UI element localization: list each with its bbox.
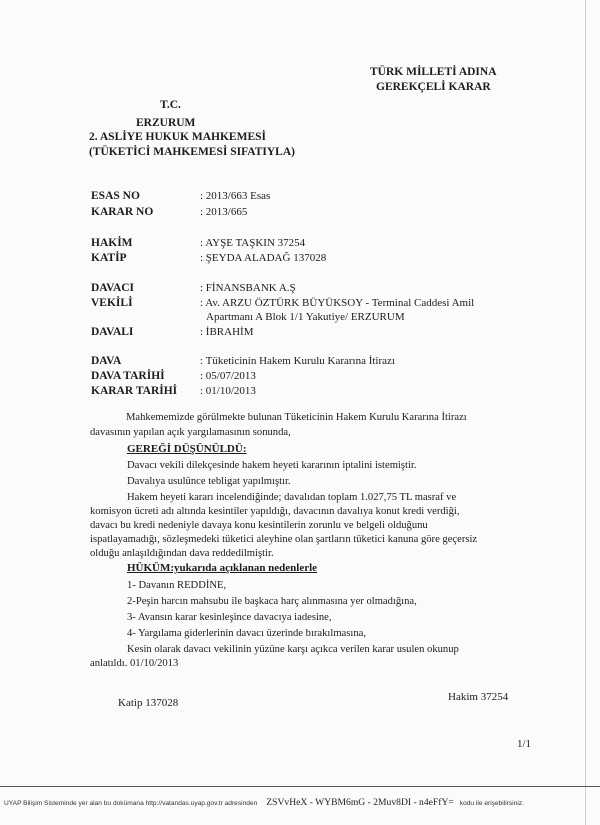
label-vekili: VEKİLİ	[91, 297, 133, 309]
hukum-item-3: 3- Avansın karar kesinleşince davacıya iadesine,	[127, 612, 332, 623]
label-davaci: DAVACI	[91, 282, 135, 294]
value-katip: : ŞEYDA ALADAĞ 137028	[200, 252, 327, 264]
footer-text: UYAP Bilişim Sisteminde yer alan bu dokümana http://vatandas.uyap.gov.tr adresinden	[4, 800, 258, 807]
value-hakim: : AYŞE TAŞKIN 37254	[200, 237, 306, 249]
closing-line-2: anlatıldı. 01/10/2013	[90, 658, 179, 669]
label-davali: DAVALI	[91, 326, 134, 338]
value-esas-no: : 2013/663 Esas	[200, 190, 271, 202]
scan-edge-line	[585, 0, 586, 825]
hukum-item-4: 4- Yargılama giderlerinin davacı üzerinde bırakılmasına,	[127, 628, 366, 639]
value-dava-tarihi: : 05/07/2013	[200, 370, 256, 382]
paragraph-3-line-5: olduğu anlaşıldığından dava reddedilmiştir.	[90, 548, 274, 559]
label-esas-no: ESAS NO	[91, 190, 140, 202]
value-karar-no: : 2013/665	[200, 206, 248, 218]
hukum-item-2: 2-Peşin harcın mahsubu ile başkaca harç alınmasına yer olmadığına,	[127, 596, 417, 607]
paragraph-2: Davalıya usulünce tebligat yapılmıştır.	[127, 476, 291, 487]
footer-suffix: kodu ile erişebilirsiniz.	[459, 800, 524, 807]
footer-rule	[0, 786, 600, 787]
value-davaci: : FİNANSBANK A.Ş	[200, 282, 296, 294]
nation-line: TÜRK MİLLETİ ADINA	[370, 66, 497, 78]
value-vekili-address: Apartmanı A Blok 1/1 Yakutiye/ ERZURUM	[206, 311, 405, 323]
label-karar-no: KARAR NO	[91, 206, 154, 218]
intro-line-1: Mahkememizde görülmekte bulunan Tüketicinin Hakem Kurulu Kararına İtirazı	[126, 412, 467, 423]
value-dava: : Tüketicinin Hakem Kurulu Kararına İtirazı	[200, 355, 395, 367]
value-davali: : İBRAHİM	[200, 326, 254, 338]
label-dava-tarihi: DAVA TARİHİ	[91, 370, 165, 382]
tc-label: T.C.	[160, 99, 181, 111]
geregi-heading: GEREĞİ DÜŞÜNÜLDÜ:	[127, 443, 247, 455]
judge-signature: Hakim 37254	[448, 691, 509, 703]
hukum-item-1: 1- Davanın REDDİNE,	[127, 580, 227, 591]
hukum-heading: HÜKÜM:yukarıda açıklanan nedenlerle	[127, 562, 318, 574]
closing-line-1: Kesin olarak davacı vekilinin yüzüne karşı açıkca verilen karar usulen okunup	[127, 644, 459, 655]
label-hakim: HAKİM	[91, 237, 133, 249]
paragraph-3-line-3: davacı bu kredi nedeniyle davaya konu kesintilerin zorunlu ve belgeli olduğunu	[90, 520, 428, 531]
intro-line-2: davasının yapılan açık yargılamasının sonunda,	[90, 427, 291, 438]
label-dava: DAVA	[91, 355, 122, 367]
city-name: ERZURUM	[136, 117, 196, 129]
court-name: 2. ASLİYE HUKUK MAHKEMESİ	[89, 131, 266, 143]
paragraph-3-line-1: Hakem heyeti kararı incelendiğinde; davalıdan toplam 1.027,75 TL masraf ve	[127, 492, 457, 503]
court-capacity: (TÜKETİCİ MAHKEMESİ SIFATIYLA)	[89, 146, 295, 158]
clerk-signature: Katip 137028	[118, 697, 179, 709]
label-katip: KATİP	[91, 252, 127, 264]
label-karar-tarihi: KARAR TARİHİ	[91, 385, 178, 397]
footer-code: ZSVvHeX - WYBM6mG - 2Muv8DI - n4eFfY=	[266, 797, 454, 808]
paragraph-3-line-4: ispatlayamadığı, sözleşmedeki tüketici aleyhine olan şartların tüketici kanuna göre geçersiz	[90, 534, 478, 545]
decision-type: GEREKÇELİ KARAR	[376, 81, 491, 93]
page-number: 1/1	[517, 738, 532, 750]
value-vekili: : Av. ARZU ÖZTÜRK BÜYÜKSOY - Terminal Caddesi Amil	[200, 297, 475, 309]
footer-line	[4, 792, 524, 810]
paragraph-3-line-2: komisyon ücreti adı altında kesintiler yapıldığı, davacının davalıya konut kredi verdiği,	[90, 506, 460, 517]
value-karar-tarihi: : 01/10/2013	[200, 385, 256, 397]
paragraph-1: Davacı vekili dilekçesinde hakem heyeti kararının iptalini istemiştir.	[127, 460, 417, 471]
